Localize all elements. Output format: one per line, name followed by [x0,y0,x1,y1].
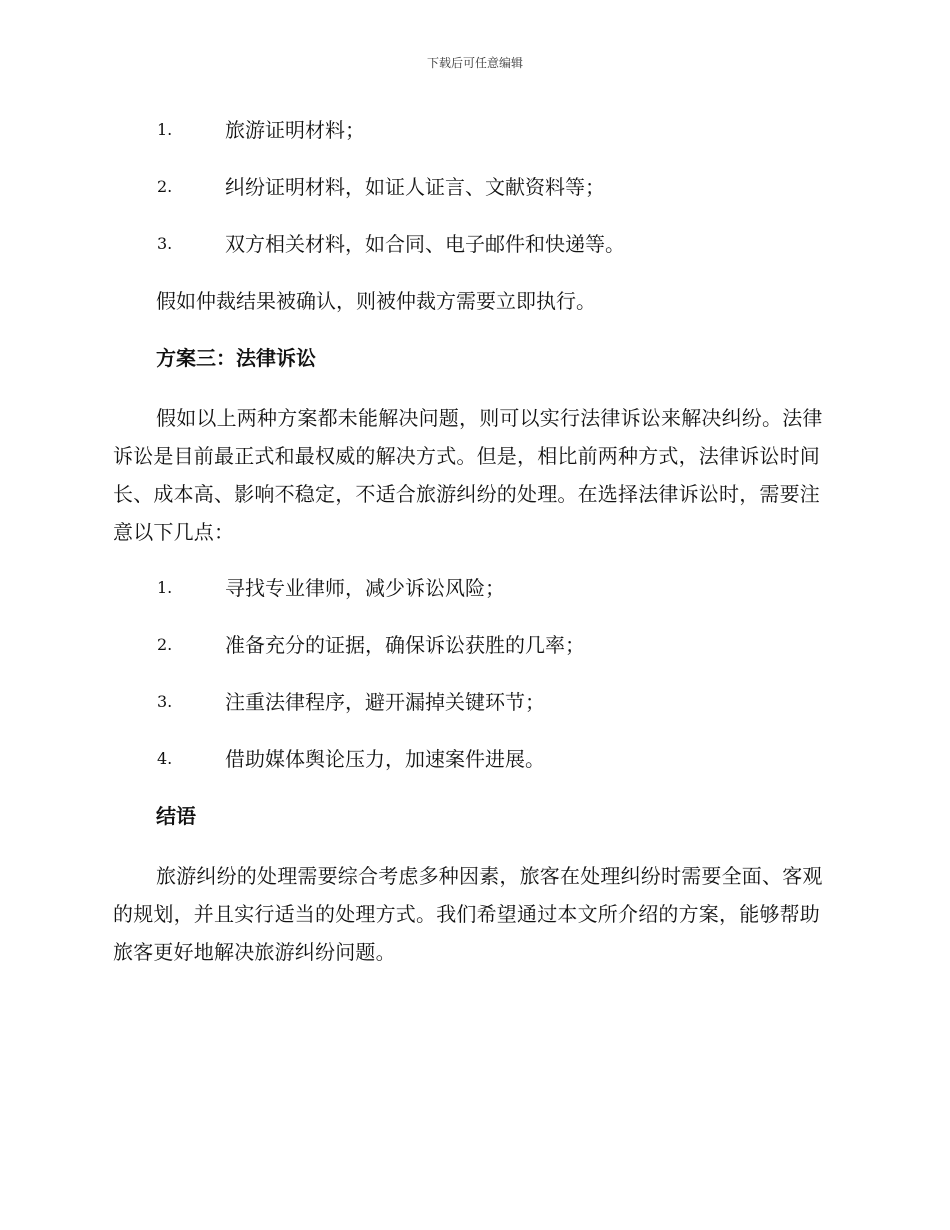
header-note: 下载后可任意编辑 [426,56,523,70]
list-item [113,572,833,629]
list-text: 借助媒体舆论压力，加速案件进展。 [225,747,545,771]
list-number: 2. [157,177,173,196]
list-number: 3. [157,692,173,711]
list-text: 纠纷证明材料，如证人证言、文献资料等； [225,175,605,199]
list-text: 寻找专业律师，减少诉讼风险； [225,576,505,600]
list-item [113,686,833,743]
list-text: 旅游证明材料； [225,118,365,142]
list-item [113,629,833,686]
list-number: 2. [157,635,173,654]
list-item [113,171,833,228]
list-text: 准备充分的证据，确保诉讼获胜的几率； [225,633,585,657]
section-heading-conclusion: 结语 [156,804,196,828]
list-item [113,743,833,800]
litigation-intro-paragraph: 假如以上两种方案都未能解决问题，则可以实行法律诉讼来解决纠纷。法律诉讼是目前最正式和最权威的解决方式。但是，相比前两种方式，法律诉讼时间长、成本高、影响不稳定，不适合旅游纠纷的处理。在选择法律诉讼时，需要注意以下几点： [113,406,823,544]
document-content [113,114,833,992]
conclusion-paragraph: 旅游纠纷的处理需要综合考虑多种因素，旅客在处理纠纷时需要全面、客观的规划，并且实行适当的处理方式。我们希望通过本文所介绍的方案，能够帮助旅客更好地解决旅游纠纷问题。 [113,864,823,964]
list-text: 注重法律程序，避开漏掉关键环节； [225,690,545,714]
list-text: 双方相关材料，如合同、电子邮件和快递等。 [225,232,625,256]
list-number: 1. [157,120,173,139]
list-number: 1. [157,578,173,597]
list-item [113,228,833,285]
arbitration-closing-paragraph: 假如仲裁结果被确认，则被仲裁方需要立即执行。 [156,289,596,313]
section-heading-litigation: 方案三：法律诉讼 [156,346,316,370]
list-item [113,114,833,171]
list-number: 4. [157,749,173,768]
list-number: 3. [157,234,173,253]
